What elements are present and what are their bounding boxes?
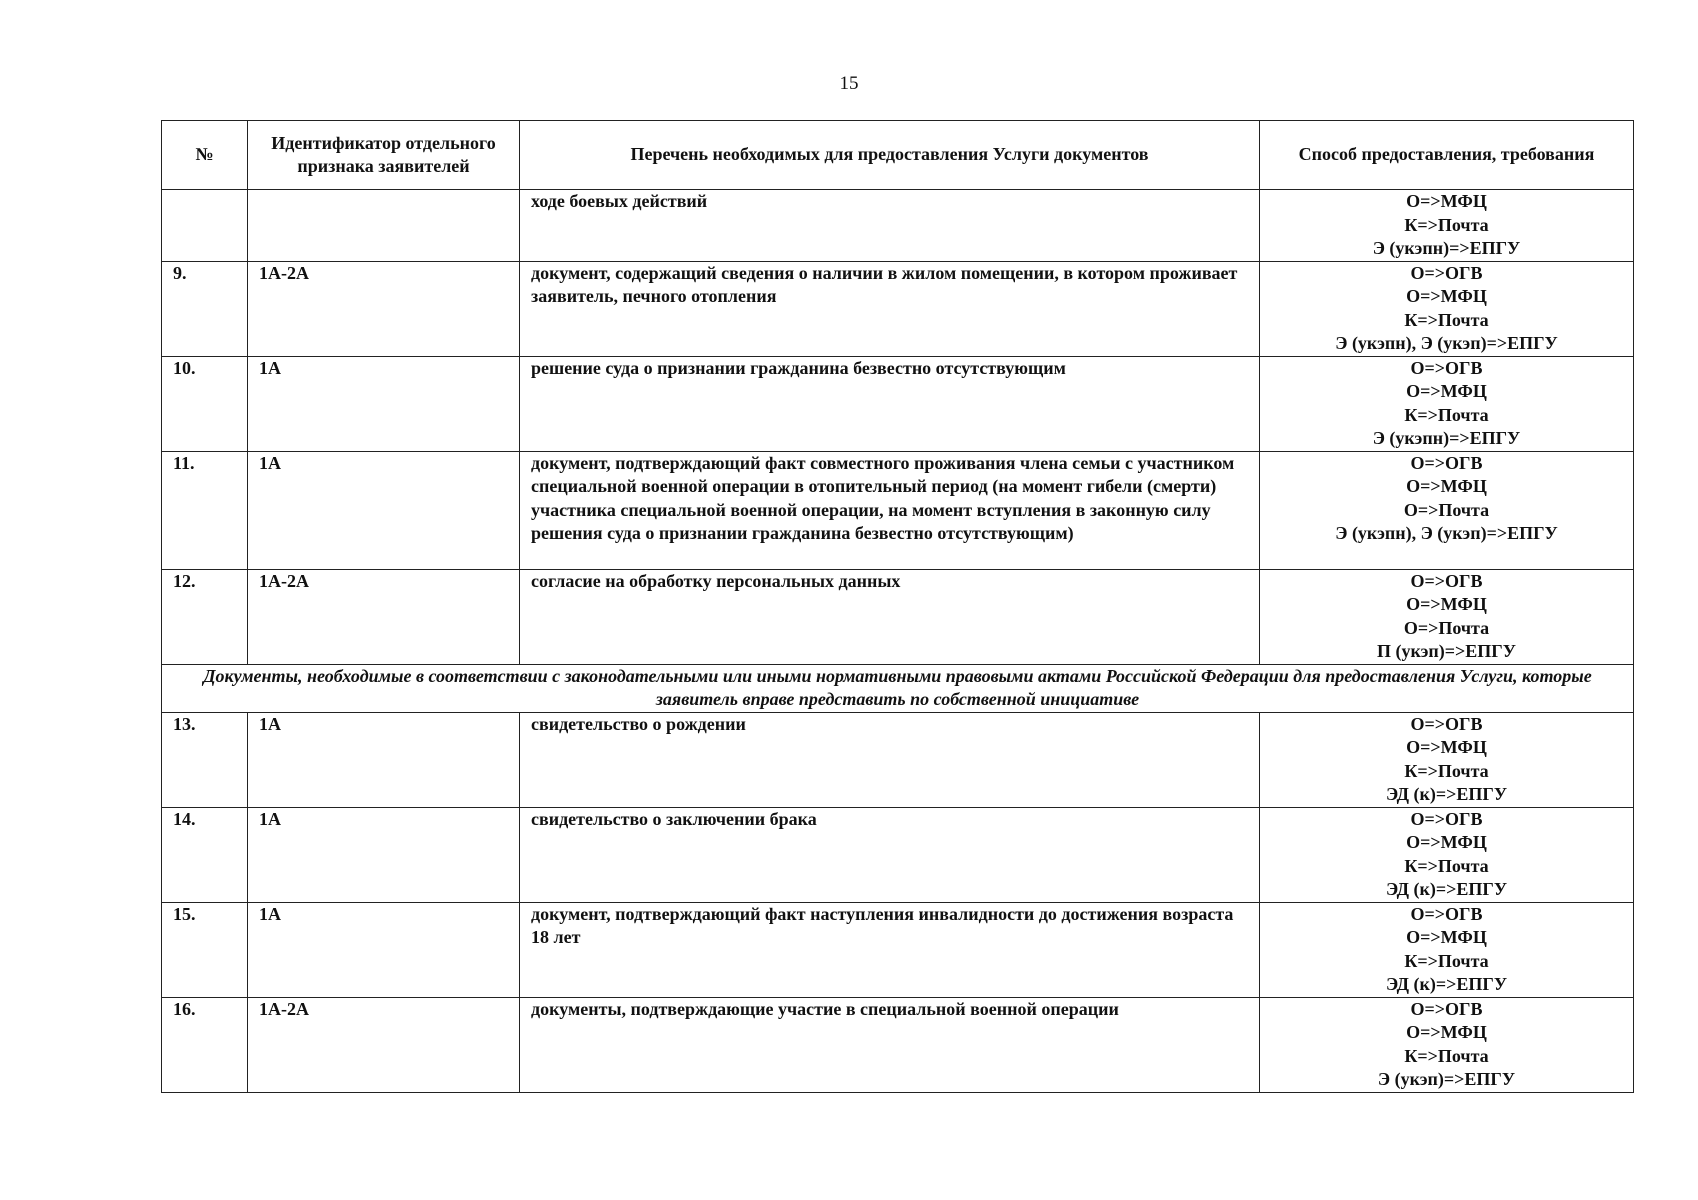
documents-table [161, 120, 1634, 1093]
method-line: О=>ОГВ [1410, 452, 1483, 473]
row-document: документ, подтверждающий факт наступления инвалидности до достижения возраста 18 лет [520, 902, 1260, 997]
table-row [162, 356, 1634, 451]
method-line: О=>МФЦ [1406, 476, 1487, 496]
row-number [162, 190, 248, 262]
section-heading: Документы, необходимые в соответствии с законодательными или иными нормативными правовыми актами Российской Федерации для предоставления Услуги, которые заявитель вправе представить по собственной инициативе [162, 664, 1634, 712]
method-line: Э (укэпн)=>ЕПГУ [1372, 238, 1521, 258]
row-identifier: 1А [248, 807, 520, 902]
row-document: документы, подтверждающие участие в специальной военной операции [520, 997, 1260, 1092]
method-line: О=>ОГВ [1410, 357, 1483, 378]
header-method: Способ предоставления, требования [1260, 121, 1634, 190]
row-number: 15. [162, 902, 248, 997]
row-identifier: 1А [248, 712, 520, 807]
method-line: О=>ОГВ [1410, 903, 1483, 924]
method-line: О=>МФЦ [1406, 594, 1487, 614]
row-identifier: 1А-2А [248, 261, 520, 356]
row-number: 16. [162, 997, 248, 1092]
table-row [162, 569, 1634, 664]
row-method [1260, 261, 1634, 356]
row-document: ходе боевых действий [520, 190, 1260, 262]
table-row [162, 261, 1634, 356]
table-row [162, 997, 1634, 1092]
method-line: О=>ОГВ [1410, 808, 1483, 829]
row-document: документ, содержащий сведения о наличии в жилом помещении, в котором проживает заявитель, печного отопления [520, 261, 1260, 356]
row-document: свидетельство о заключении брака [520, 807, 1260, 902]
method-line: О=>ОГВ [1410, 262, 1483, 283]
row-number: 9. [162, 261, 248, 356]
row-identifier [248, 190, 520, 262]
table-row [162, 451, 1634, 569]
method-line: К=>Почта [1404, 855, 1489, 876]
table-row [162, 902, 1634, 997]
method-line: О=>Почта [1403, 617, 1490, 638]
method-line: О=>Почта [1403, 499, 1490, 520]
method-line: ЭД (к)=>ЕПГУ [1385, 879, 1508, 899]
method-line: О=>МФЦ [1406, 1022, 1487, 1042]
method-line: О=>МФЦ [1406, 286, 1487, 306]
method-line: К=>Почта [1404, 760, 1489, 781]
row-method [1260, 190, 1634, 262]
section-heading-row [162, 664, 1634, 712]
method-line: Э (укэпн), Э (укэп)=>ЕПГУ [1335, 523, 1558, 543]
row-method [1260, 902, 1634, 997]
method-line: О=>ОГВ [1410, 713, 1483, 734]
method-line: О=>МФЦ [1406, 927, 1487, 947]
table-row [162, 190, 1634, 262]
method-line: О=>МФЦ [1406, 832, 1487, 852]
method-line: О=>МФЦ [1406, 381, 1487, 401]
row-method [1260, 356, 1634, 451]
table-row [162, 712, 1634, 807]
header-documents: Перечень необходимых для предоставления Услуги документов [520, 121, 1260, 190]
method-line: Э (укэпн), Э (укэп)=>ЕПГУ [1335, 333, 1558, 353]
method-line: К=>Почта [1404, 950, 1489, 971]
method-line: К=>Почта [1404, 309, 1489, 330]
row-number: 14. [162, 807, 248, 902]
table-header-row [162, 121, 1634, 190]
method-line: К=>Почта [1404, 404, 1489, 425]
method-line: Э (укэпн)=>ЕПГУ [1372, 428, 1521, 448]
row-method [1260, 712, 1634, 807]
method-line: О=>МФЦ [1406, 737, 1487, 757]
method-line: Э (укэп)=>ЕПГУ [1377, 1069, 1516, 1089]
row-method [1260, 451, 1634, 569]
row-document: свидетельство о рождении [520, 712, 1260, 807]
row-number: 13. [162, 712, 248, 807]
method-line: П (укэп)=>ЕПГУ [1377, 641, 1516, 661]
row-method [1260, 569, 1634, 664]
method-line: О=>ОГВ [1410, 570, 1483, 591]
table-row [162, 807, 1634, 902]
header-number: № [162, 121, 248, 190]
method-line: О=>ОГВ [1410, 998, 1483, 1019]
row-method [1260, 807, 1634, 902]
row-document: решение суда о признании гражданина безвестно отсутствующим [520, 356, 1260, 451]
page-number: 15 [839, 73, 859, 94]
row-number: 10. [162, 356, 248, 451]
method-line: К=>Почта [1404, 214, 1489, 235]
row-identifier: 1А [248, 451, 520, 569]
method-line: ЭД (к)=>ЕПГУ [1385, 974, 1508, 994]
row-method [1260, 997, 1634, 1092]
row-number: 11. [162, 451, 248, 569]
row-document: документ, подтверждающий факт совместного проживания члена семьи с участником специальной военной операции в отопительный период (на момент гибели (смерти) участника специальной военной операции, на момент вступления в законную силу решения суда о признании гражданина безвестно отсутствующим) [520, 451, 1260, 569]
method-line: ЭД (к)=>ЕПГУ [1385, 784, 1508, 804]
method-line: К=>Почта [1404, 1045, 1489, 1066]
header-identifier: Идентификатор отдельного признака заявителей [248, 121, 520, 190]
row-identifier: 1А [248, 356, 520, 451]
row-identifier: 1А-2А [248, 997, 520, 1092]
row-document: согласие на обработку персональных данных [520, 569, 1260, 664]
row-identifier: 1А [248, 902, 520, 997]
row-identifier: 1А-2А [248, 569, 520, 664]
row-number: 12. [162, 569, 248, 664]
method-line: О=>МФЦ [1406, 191, 1487, 211]
